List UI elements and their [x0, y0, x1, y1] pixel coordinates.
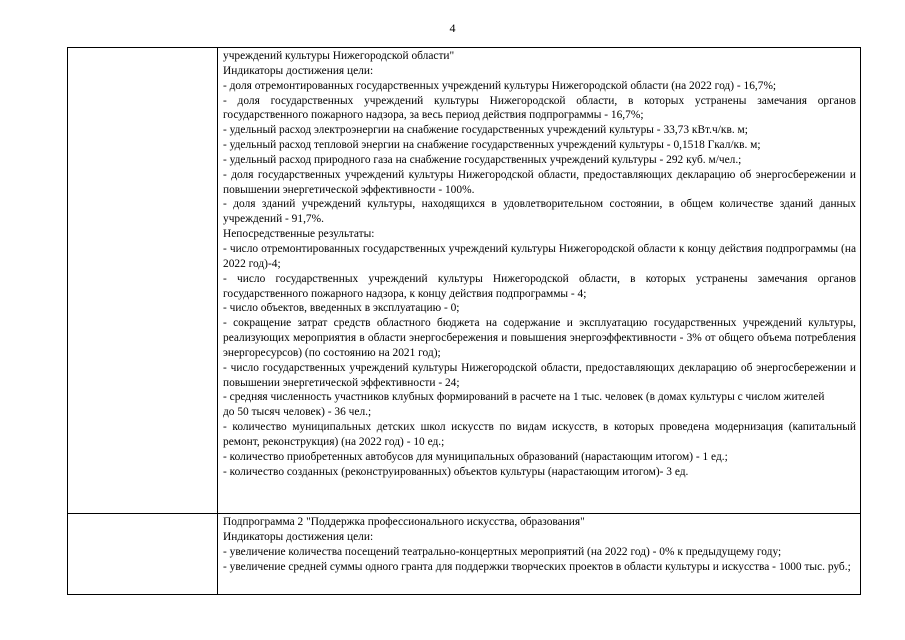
content-cell: [218, 514, 861, 595]
text-line: - увеличение количества посещений театрально-концертных мероприятий (на 2022 год) - 0% к предыдущему году;: [223, 545, 782, 558]
section-heading: Индикаторы достижения цели:: [223, 64, 374, 77]
table-row: [68, 514, 861, 595]
text-line: - сокращение затрат средств областного бюджета на содержание и эксплуатацию государственных учреждений культуры, реализующих мероприятия в области энергосбережения и повышения энергоэффективности - 3% от общего объема потребления энергоресурсов) (по состоянию на 2021 год);: [223, 317, 856, 359]
left-cell: [68, 514, 218, 595]
text-line: - доля государственных учреждений культуры Нижегородской области, в которых устранены замечания органов государственного пожарного надзора, за весь период действия подпрограммы - 16,7%;: [223, 94, 856, 122]
cell-text: [218, 514, 860, 574]
text-line: - количество приобретенных автобусов для муниципальных образований (нарастающим итогом) - 1 ед.;: [223, 450, 728, 463]
text-line: - доля отремонтированных государственных учреждений культуры Нижегородской области (на 2022 год) - 16,7%;: [223, 79, 777, 92]
table-row: [68, 48, 861, 514]
content-cell: [218, 48, 861, 514]
text-line: - удельный расход природного газа на снабжение государственных учреждений культуры - 292 куб. м/чел.;: [223, 153, 742, 166]
text-line: - средняя численность участников клубных формирований в расчете на 1 тыс. человек (в домах культуры с числом жителей: [223, 391, 825, 404]
text-line: - увеличение средней суммы одного гранта для поддержки творческих проектов в области культуры и искусства - 1000 тыс. руб.;: [223, 560, 851, 573]
page-number: 4: [449, 21, 456, 35]
section-heading: Индикаторы достижения цели:: [223, 530, 374, 543]
subprogram-title: Подпрограмма 2 "Поддержка профессионального искусства, образования": [223, 516, 585, 528]
text-line: - удельный расход электроэнергии на снабжение государственных учреждений культуры - 33,73 кВт.ч/кв. м;: [223, 124, 748, 137]
text-line: - количество муниципальных детских школ искусств по видам искусств, в которых проведена модернизация (капитальный ремонт, реконструкция) (на 2022 год) - 10 ед.;: [223, 421, 856, 448]
left-cell: [68, 48, 218, 514]
text-line: до 50 тысяч человек) - 36 чел.;: [223, 406, 372, 419]
text-line: - число объектов, введенных в эксплуатацию - 0;: [223, 302, 460, 315]
text-line: - удельный расход тепловой энергии на снабжение государственных учреждений культуры - 0,1518 Гкал/кв. м;: [223, 139, 761, 152]
text-line: - доля государственных учреждений культуры Нижегородской области, предоставляющих декларацию об энергосбережении и повышении энергетической эффективности - 100%.: [223, 168, 856, 196]
text-line: - число отремонтированных государственных учреждений культуры Нижегородской области к концу действия подпрограммы (на 2022 год)-4;: [223, 242, 856, 270]
cell-text: [218, 48, 860, 479]
indicators-table: [67, 47, 861, 595]
text-line: - число государственных учреждений культуры Нижегородской области, в которых устранены замечания органов государственного пожарного надзора, к концу действия подпрограммы - 4;: [223, 272, 856, 300]
text-line: учреждений культуры Нижегородской области": [223, 50, 455, 62]
text-line: - доля зданий учреждений культуры, находящихся в удовлетворительном состоянии, в общем количестве зданий данных учреждений - 91,7%.: [223, 198, 856, 226]
section-heading: Непосредственные результаты:: [223, 228, 375, 241]
text-line: - число государственных учреждений культуры Нижегородской области, предоставляющих декларацию об энергосбережении и повышении энергетической эффективности - 24;: [223, 361, 856, 389]
text-line: - количество созданных (реконструированных) объектов культуры (нарастающим итогом)- 3 ед.: [223, 465, 689, 478]
